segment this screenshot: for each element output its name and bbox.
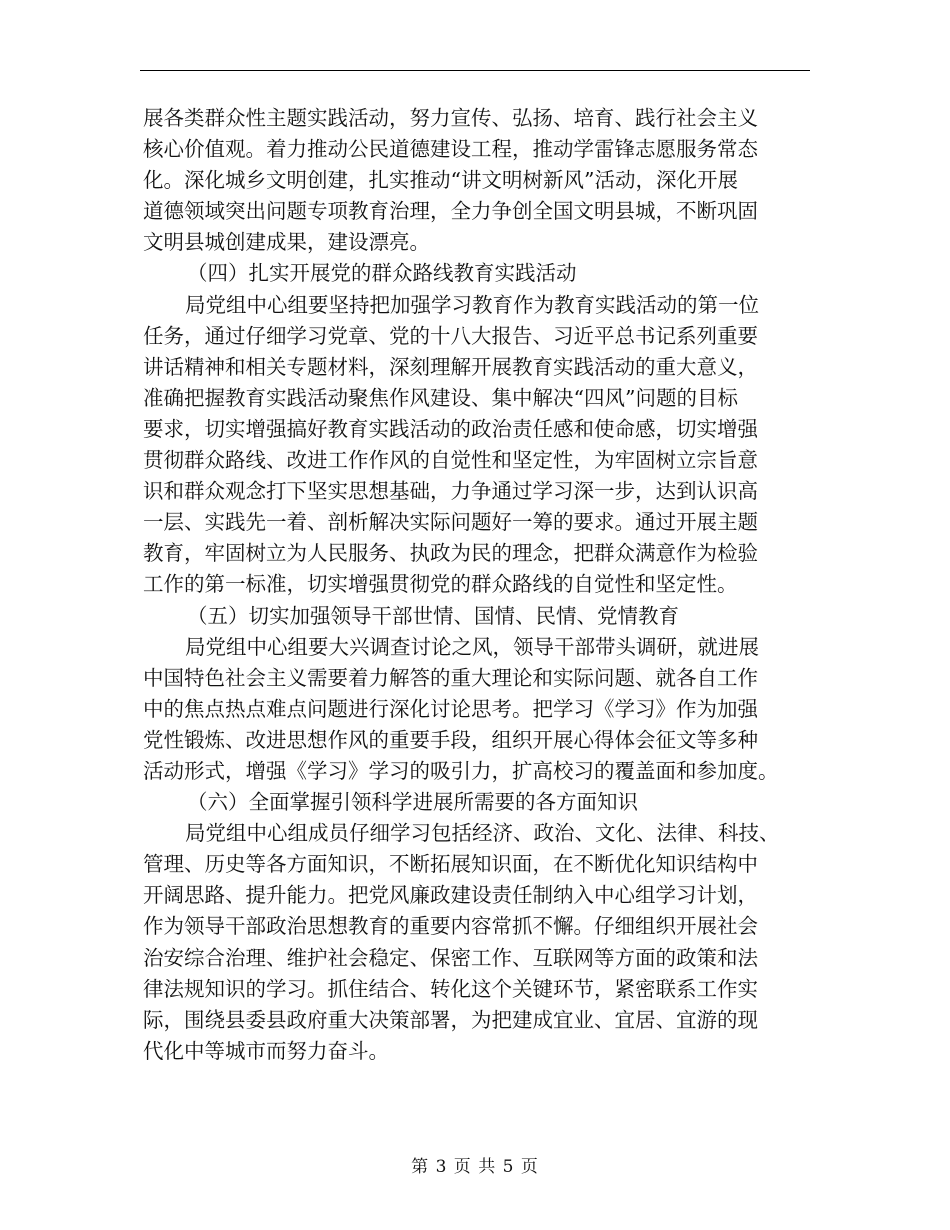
text-line: 任务，通过仔细学习党章、党的十八大报告、习近平总书记系列重要 bbox=[143, 323, 758, 348]
text-line: 代化中等城市而努力奋斗。 bbox=[143, 1038, 389, 1063]
header-rule bbox=[140, 70, 810, 71]
text-line: 作为领导干部政治思想教育的重要内容常抓不懈。仔细组织开展社会 bbox=[143, 914, 758, 939]
text-line: 中国特色社会主义需要着力解答的重大理论和实际问题、就各自工作 bbox=[143, 665, 758, 690]
text-line: 党性锻炼、改进思想作风的重要手段，组织开展心得体会征文等多种 bbox=[143, 727, 758, 752]
section-heading: （六）全面掌握引领科学进展所需要的各方面知识 bbox=[187, 790, 638, 815]
text-line: 律法规知识的学习。抓住结合、转化这个关键环节，紧密联系工作实 bbox=[143, 976, 758, 1001]
text-line: 道德领域突出问题专项教育治理，全力争创全国文明县城，不断巩固 bbox=[143, 199, 758, 224]
section-heading: （四）扎实开展党的群众路线教育实践活动 bbox=[187, 261, 577, 286]
text-line: 活动形式，增强《学习》学习的吸引力，扩高校习的覆盖面和参加度。 bbox=[143, 758, 779, 783]
text-line: 一层、实践先一着、剖析解决实际问题好一筹的要求。通过开展主题 bbox=[143, 510, 758, 535]
text-line: 开阔思路、提升能力。把党风廉政建设责任制纳入中心组学习计划， bbox=[143, 883, 758, 908]
text-line: 准确把握教育实践活动聚焦作风建设、集中解决“四风”问题的目标 bbox=[143, 385, 738, 410]
text-line: 识和群众观念打下坚实思想基础，力争通过学习深一步，达到认识高 bbox=[143, 479, 758, 504]
paragraph-first-line: 局党组中心组成员仔细学习包括经济、政治、文化、法律、科技、 bbox=[185, 821, 780, 846]
text-line: 工作的第一标准，切实增强贯彻党的群众路线的自觉性和坚定性。 bbox=[143, 572, 738, 597]
section-heading: （五）切实加强领导干部世情、国情、民情、党情教育 bbox=[187, 603, 679, 628]
paragraph-first-line: 局党组中心组要大兴调查讨论之风，领导干部带头调研，就进展 bbox=[185, 634, 759, 659]
text-line: 核心价值观。着力推动公民道德建设工程，推动学雷锋志愿服务常态 bbox=[143, 137, 758, 162]
text-line: 教育，牢固树立为人民服务、执政为民的理念，把群众满意作为检验 bbox=[143, 541, 758, 566]
document-body bbox=[143, 103, 811, 1067]
paragraph-first-line: 局党组中心组要坚持把加强学习教育作为教育实践活动的第一位 bbox=[185, 292, 759, 317]
text-line: 治安综合治理、维护社会稳定、保密工作、互联网等方面的政策和法 bbox=[143, 945, 758, 970]
text-line: 中的焦点热点难点问题进行深化讨论思考。把学习《学习》作为加强 bbox=[143, 696, 758, 721]
text-line: 化。深化城乡文明创建，扎实推动“讲文明树新风”活动，深化开展 bbox=[143, 168, 738, 193]
text-line: 展各类群众性主题实践活动，努力宣传、弘扬、培育、践行社会主义 bbox=[143, 106, 758, 130]
page-number-footer: 第 3 页 共 5 页 bbox=[411, 1157, 539, 1177]
text-line: 贯彻群众路线、改进工作作风的自觉性和坚定性，为牢固树立宗旨意 bbox=[143, 448, 758, 473]
text-line: 文明县城创建成果，建设漂亮。 bbox=[143, 230, 430, 255]
text-line: 际，围绕县委县政府重大决策部署，为把建成宜业、宜居、宜游的现 bbox=[143, 1007, 758, 1032]
text-line: 讲话精神和相关专题材料，深刻理解开展教育实践活动的重大意义， bbox=[143, 354, 758, 379]
text-line: 管理、历史等各方面知识，不断拓展知识面，在不断优化知识结构中 bbox=[143, 852, 758, 877]
text-line: 要求，切实增强搞好教育实践活动的政治责任感和使命感，切实增强 bbox=[143, 416, 758, 441]
